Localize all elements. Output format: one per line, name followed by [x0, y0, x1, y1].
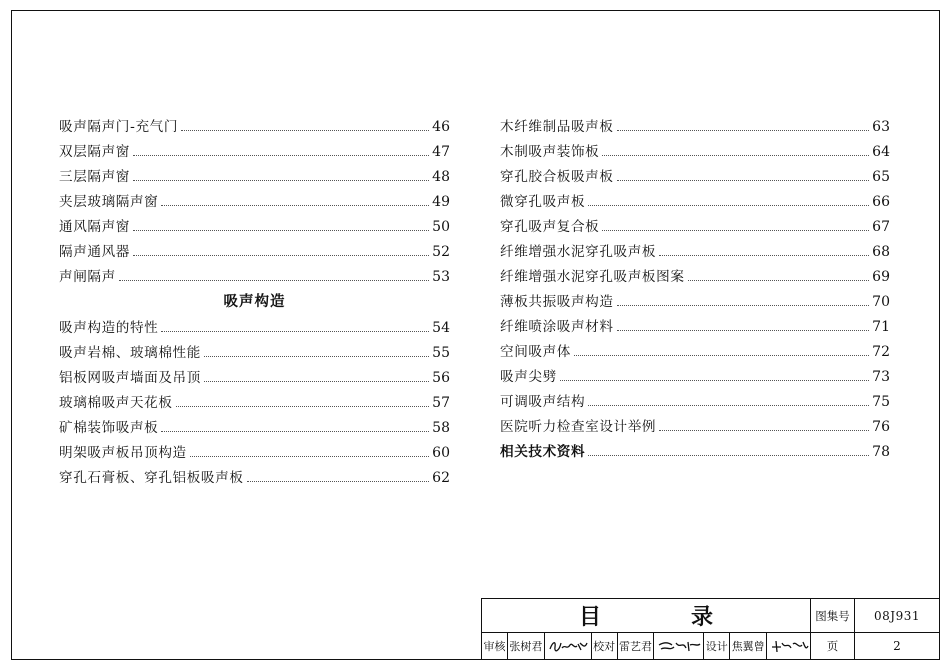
designer-signature	[767, 633, 810, 659]
toc-entry-page: 76	[872, 419, 890, 435]
toc-entry-title: 可调吸声结构	[500, 394, 586, 410]
toc-entry-page: 47	[432, 144, 450, 160]
toc-entry[interactable]	[59, 186, 450, 211]
toc-entry-page: 68	[872, 244, 890, 260]
toc-entry[interactable]	[500, 236, 890, 261]
toc-entry-page: 56	[432, 370, 450, 386]
toc-entry[interactable]	[59, 412, 450, 437]
toc-entry-title: 穿孔石膏板、穿孔铝板吸声板	[59, 470, 244, 486]
toc-entry-page: 58	[432, 420, 450, 436]
toc-leader-dots	[588, 405, 869, 406]
toc-list-absorption	[59, 312, 450, 487]
toc-entry-title: 明架吸声板吊顶构造	[59, 445, 187, 461]
toc-leader-dots	[204, 381, 429, 382]
toc-entry-title: 吸声岩棉、玻璃棉性能	[59, 345, 201, 361]
toc-entry[interactable]	[500, 311, 890, 336]
toc-entry-title: 三层隔声窗	[59, 169, 130, 185]
toc-entry-title: 纤维增强水泥穿孔吸声板	[500, 244, 657, 260]
proof-label: 校对	[592, 633, 618, 659]
toc-entry[interactable]	[500, 111, 890, 136]
toc-leader-dots	[602, 155, 869, 156]
toc-leader-dots	[204, 356, 429, 357]
toc-leader-dots	[119, 280, 429, 281]
toc-leader-dots	[190, 456, 429, 457]
toc-leader-dots	[574, 355, 869, 356]
toc-entry-title: 夹层玻璃隔声窗	[59, 194, 159, 210]
toc-entry[interactable]	[500, 361, 890, 386]
toc-entry-title: 吸声隔声门-充气门	[59, 119, 179, 135]
toc-entry-page: 50	[432, 219, 450, 235]
toc-leader-dots	[602, 230, 869, 231]
toc-entry-page: 60	[432, 445, 450, 461]
toc-leader-dots	[588, 455, 869, 456]
toc-entry-title: 穿孔吸声复合板	[500, 219, 600, 235]
toc-entry-title: 隔声通风器	[59, 244, 130, 260]
toc-leader-dots	[161, 431, 429, 432]
toc-leader-dots	[560, 380, 869, 381]
toc-entry-page: 65	[872, 169, 890, 185]
designer-name: 焦翼曾	[730, 633, 767, 659]
toc-entry-page: 75	[872, 394, 890, 410]
toc-leader-dots	[133, 155, 429, 156]
toc-entry[interactable]	[500, 336, 890, 361]
toc-entry[interactable]	[59, 462, 450, 487]
toc-entry-page: 69	[872, 269, 890, 285]
toc-entry-title: 矿棉装饰吸声板	[59, 420, 159, 436]
toc-entry[interactable]	[59, 437, 450, 462]
toc-entry[interactable]	[59, 312, 450, 337]
toc-entry[interactable]	[59, 136, 450, 161]
toc-entry[interactable]	[59, 161, 450, 186]
toc-entry-page: 64	[872, 144, 890, 160]
toc-leader-dots	[133, 255, 429, 256]
title-block-title	[482, 599, 811, 633]
toc-entry[interactable]	[500, 261, 890, 286]
toc-entry[interactable]	[59, 261, 450, 286]
toc-entry[interactable]	[59, 337, 450, 362]
toc-leader-dots	[588, 205, 869, 206]
toc-entry-title: 木制吸声装饰板	[500, 144, 600, 160]
toc-entry[interactable]	[500, 186, 890, 211]
toc-leader-dots	[688, 280, 870, 281]
title-block	[481, 598, 940, 660]
toc-leader-dots	[659, 430, 869, 431]
toc-leader-dots	[617, 180, 870, 181]
toc-leader-dots	[176, 406, 430, 407]
toc-list-absorption-continued	[500, 111, 890, 436]
toc-leader-dots	[617, 305, 870, 306]
toc-entry-title: 相关技术资料	[500, 444, 586, 460]
toc-entry[interactable]	[500, 211, 890, 236]
toc-entry-page: 49	[432, 194, 450, 210]
toc-entry-page: 73	[872, 369, 890, 385]
toc-entry-page: 48	[432, 169, 450, 185]
toc-entry-related-info[interactable]	[500, 436, 890, 461]
toc-leader-dots	[181, 130, 429, 131]
toc-entry[interactable]	[59, 111, 450, 136]
toc-leader-dots	[161, 205, 429, 206]
toc-entry-title: 吸声尖劈	[500, 369, 557, 385]
toc-entry-page: 63	[872, 119, 890, 135]
toc-entry-title: 纤维喷涂吸声材料	[500, 319, 614, 335]
toc-leader-dots	[617, 130, 870, 131]
toc-entry-title: 木纤维制品吸声板	[500, 119, 614, 135]
toc-entry-page: 66	[872, 194, 890, 210]
toc-leader-dots	[247, 481, 430, 482]
toc-leader-dots	[133, 230, 429, 231]
toc-entry-title: 穿孔胶合板吸声板	[500, 169, 614, 185]
toc-leader-dots	[161, 331, 429, 332]
toc-leader-dots	[617, 330, 870, 331]
atlas-number-label: 图集号	[811, 599, 855, 633]
toc-entry[interactable]	[500, 136, 890, 161]
toc-entry-page: 46	[432, 119, 450, 135]
toc-entry[interactable]	[500, 286, 890, 311]
signature-row	[482, 633, 811, 659]
title-char-1: 目	[578, 605, 601, 630]
toc-entry-title: 声闸隔声	[59, 269, 116, 285]
toc-entry-title: 医院听力检查室设计举例	[500, 419, 657, 435]
page-number: 2	[893, 639, 901, 653]
toc-entry-page: 54	[432, 320, 450, 336]
toc-left-column	[59, 111, 450, 487]
toc-entry[interactable]	[500, 161, 890, 186]
toc-entry-title: 通风隔声窗	[59, 219, 130, 235]
handwritten-signature-icon	[769, 637, 809, 655]
handwritten-signature-icon	[547, 637, 589, 655]
toc-list-doors-windows	[59, 111, 450, 286]
toc-entry[interactable]	[59, 387, 450, 412]
review-label: 审核	[482, 633, 508, 659]
toc-leader-dots	[659, 255, 869, 256]
toc-entry[interactable]	[500, 386, 890, 411]
section-heading: 吸声构造	[223, 294, 286, 310]
toc-entry-title: 薄板共振吸声构造	[500, 294, 614, 310]
toc-entry[interactable]	[500, 411, 890, 436]
title-char-2: 录	[691, 605, 714, 630]
toc-entry-page: 72	[872, 344, 890, 360]
proofreader-name: 雷艺君	[618, 633, 655, 659]
toc-entry[interactable]	[59, 362, 450, 387]
toc-entry-page: 62	[432, 470, 450, 486]
toc-entry-title: 吸声构造的特性	[59, 320, 159, 336]
toc-entry-page: 53	[432, 269, 450, 285]
toc-entry-title: 玻璃棉吸声天花板	[59, 395, 173, 411]
toc-entry-page: 52	[432, 244, 450, 260]
toc-entry-page: 70	[872, 294, 890, 310]
toc-entry-page: 55	[432, 345, 450, 361]
reviewer-signature	[545, 633, 592, 659]
toc-entry-title: 空间吸声体	[500, 344, 571, 360]
toc-entry-page: 57	[432, 395, 450, 411]
toc-entry-title: 微穿孔吸声板	[500, 194, 586, 210]
handwritten-signature-icon	[656, 637, 702, 655]
toc-entry-page: 71	[872, 319, 890, 335]
toc-leader-dots	[133, 180, 429, 181]
toc-entry-title: 铝板网吸声墙面及吊顶	[59, 370, 201, 386]
toc-entry-page: 67	[872, 219, 890, 235]
reviewer-name: 张树君	[508, 633, 545, 659]
atlas-number: 08J931	[855, 599, 939, 633]
toc-entry-page: 78	[872, 444, 890, 460]
toc-entry-title: 双层隔声窗	[59, 144, 130, 160]
page-label: 页	[811, 633, 855, 659]
design-label: 设计	[704, 633, 730, 659]
toc-entry-title: 纤维增强水泥穿孔吸声板图案	[500, 269, 685, 285]
toc-right-column	[500, 111, 890, 461]
toc-entry[interactable]	[59, 211, 450, 236]
toc-entry[interactable]	[59, 236, 450, 261]
proofreader-signature	[654, 633, 704, 659]
